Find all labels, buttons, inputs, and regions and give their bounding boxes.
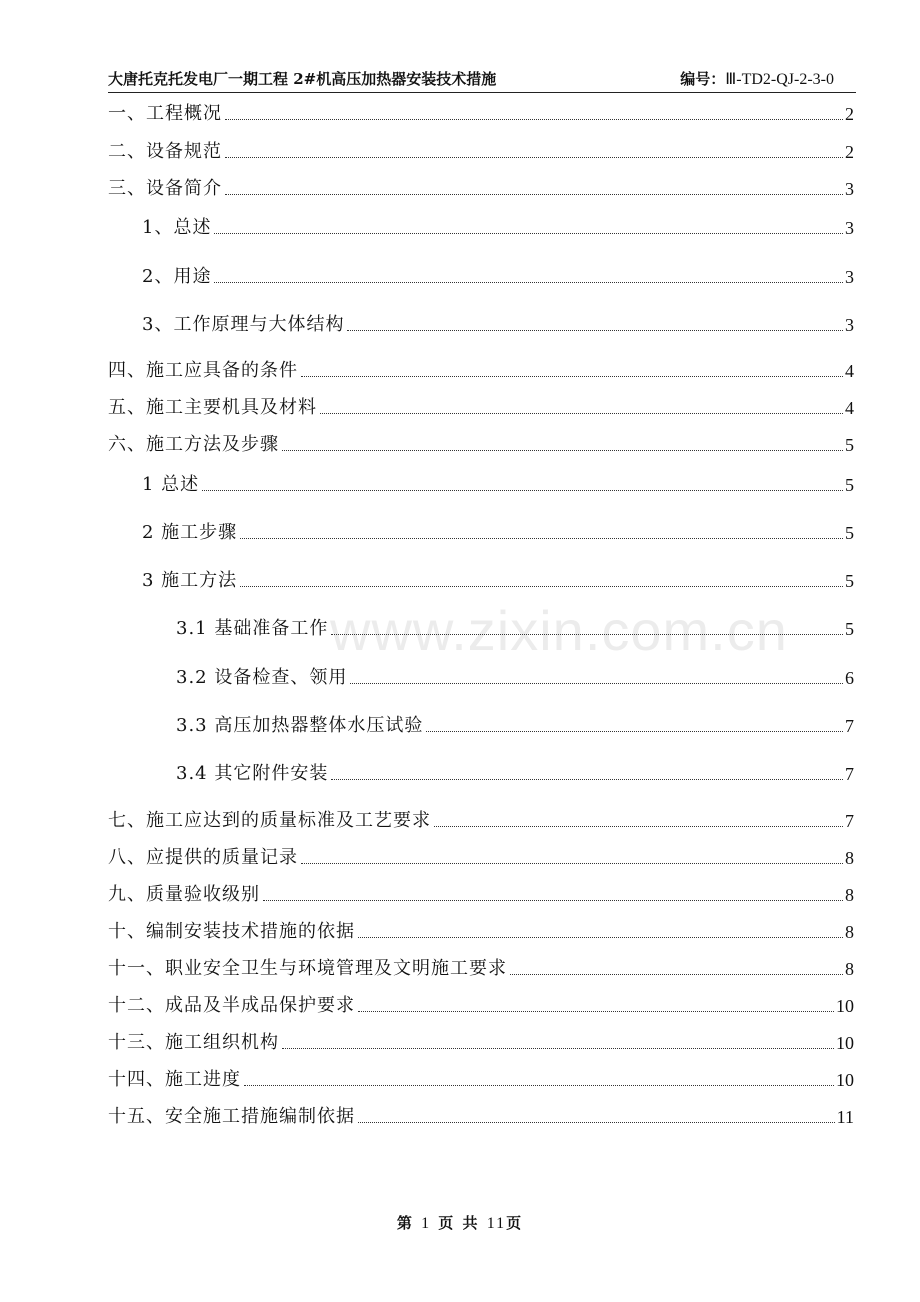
toc-entry-label: 五、施工主要机具及材料 — [108, 397, 317, 418]
toc-entry-page: 5 — [845, 435, 854, 455]
toc-entry-page: 2 — [845, 104, 854, 124]
toc-leader — [426, 731, 843, 732]
toc-entry-label: 3.1 基础准备工作 — [176, 618, 329, 639]
footer-suffix: 页 — [506, 1214, 524, 1232]
toc-entry-page: 4 — [845, 398, 854, 418]
toc-entry-label: 六、施工方法及步骤 — [108, 434, 279, 455]
toc-entry-label: 十三、施工组织机构 — [108, 1032, 279, 1053]
toc-entry[interactable] — [142, 473, 854, 497]
toc-entry-label: 三、设备简介 — [108, 178, 222, 199]
toc-entry[interactable] — [108, 102, 854, 126]
toc-entry-label: 1 总述 — [142, 474, 200, 495]
toc-leader — [214, 282, 843, 283]
toc-entry-page: 5 — [845, 523, 854, 543]
toc-leader — [331, 779, 843, 780]
toc-entry[interactable] — [108, 140, 854, 164]
toc-leader — [240, 586, 843, 587]
toc-entry[interactable] — [108, 920, 854, 944]
toc-entry-label: 2 施工步骤 — [142, 522, 238, 543]
toc-leader — [282, 1048, 834, 1049]
toc-entry[interactable] — [142, 521, 854, 545]
toc-entry-page: 3 — [845, 218, 854, 238]
toc-entry-label: 3.4 其它附件安装 — [176, 763, 329, 784]
toc-entry-page: 10 — [836, 1033, 854, 1053]
footer-middle: 页 共 — [438, 1214, 480, 1232]
toc-entry-page: 3 — [845, 315, 854, 335]
toc-entry[interactable] — [108, 883, 854, 907]
toc-entry[interactable] — [108, 809, 854, 833]
toc-leader — [202, 490, 843, 491]
toc-entry-label: 3 施工方法 — [142, 570, 238, 591]
toc-leader — [240, 538, 843, 539]
toc-entry[interactable] — [108, 994, 854, 1018]
toc-entry-page: 3 — [845, 267, 854, 287]
watermark: www.zixin.com.cn — [330, 599, 788, 662]
toc-leader — [263, 900, 843, 901]
toc-entry-page: 7 — [845, 764, 854, 784]
toc-entry[interactable] — [108, 396, 854, 420]
toc-entry[interactable] — [142, 216, 854, 240]
toc-entry-page: 8 — [845, 922, 854, 942]
document-code-value: Ⅲ-TD2-QJ-2-3-0 — [725, 71, 834, 88]
toc-entry-page: 5 — [845, 571, 854, 591]
toc-entry-page: 10 — [836, 1070, 854, 1090]
toc-leader — [358, 937, 843, 938]
footer-current-page: 1 — [421, 1215, 432, 1232]
toc-entry[interactable] — [176, 617, 854, 641]
toc-leader — [225, 119, 843, 120]
document-title: 大唐托克托发电厂一期工程 2#机高压加热器安装技术措施 — [108, 70, 497, 88]
toc-leader — [320, 413, 843, 414]
toc-entry[interactable] — [108, 957, 854, 981]
toc-entry-label: 一、工程概况 — [108, 103, 222, 124]
toc-entry-page: 4 — [845, 361, 854, 381]
toc-entry[interactable] — [176, 666, 854, 690]
toc-entry-page: 11 — [836, 1107, 854, 1127]
toc-entry[interactable] — [176, 714, 854, 738]
toc-entry-page: 5 — [845, 619, 854, 639]
toc-entry-page: 8 — [845, 885, 854, 905]
toc-entry-page: 10 — [836, 996, 854, 1016]
toc-entry-page: 8 — [845, 959, 854, 979]
toc-entry-label: 3.3 高压加热器整体水压试验 — [176, 715, 424, 736]
document-code-label: 编号： — [680, 70, 726, 88]
toc-leader — [225, 157, 843, 158]
toc-entry[interactable] — [142, 265, 854, 289]
toc-entry-label: 十二、成品及半成品保护要求 — [108, 995, 355, 1016]
toc-entry-label: 八、应提供的质量记录 — [108, 847, 298, 868]
toc-entry-page: 6 — [845, 668, 854, 688]
toc-leader — [301, 863, 843, 864]
toc-leader — [434, 826, 843, 827]
toc-entry-label: 2、用途 — [142, 266, 212, 287]
document-code — [680, 68, 834, 89]
toc-entry[interactable] — [108, 846, 854, 870]
toc-leader — [225, 194, 843, 195]
toc-leader — [331, 634, 843, 635]
toc-entry[interactable] — [142, 569, 854, 593]
toc-entry-page: 2 — [845, 142, 854, 162]
toc-entry-page: 7 — [845, 811, 854, 831]
page-header — [108, 66, 856, 93]
toc-entry[interactable] — [108, 1105, 854, 1129]
toc-leader — [347, 330, 843, 331]
toc-entry-page: 8 — [845, 848, 854, 868]
toc-entry[interactable] — [142, 313, 854, 337]
toc-entry-label: 七、施工应达到的质量标准及工艺要求 — [108, 810, 431, 831]
toc-entry-label: 十、编制安装技术措施的依据 — [108, 921, 355, 942]
toc-entry-label: 3.2 设备检查、领用 — [176, 667, 348, 688]
toc-entry[interactable] — [108, 1068, 854, 1092]
toc-entry[interactable] — [108, 433, 854, 457]
toc-entry-page: 3 — [845, 179, 854, 199]
toc-entry-label: 二、设备规范 — [108, 141, 222, 162]
toc-entry-label: 四、施工应具备的条件 — [108, 360, 298, 381]
toc-entry-label: 1、总述 — [142, 217, 212, 238]
toc-leader — [244, 1085, 834, 1086]
toc-entry-label: 十五、安全施工措施编制依据 — [108, 1106, 355, 1127]
toc-entry-label: 十四、施工进度 — [108, 1069, 241, 1090]
footer-total-pages: 11 — [486, 1215, 507, 1232]
page-footer — [0, 1212, 920, 1233]
toc-entry[interactable] — [176, 762, 854, 786]
toc-entry-label: 十一、职业安全卫生与环境管理及文明施工要求 — [108, 958, 507, 979]
toc-entry[interactable] — [108, 177, 854, 201]
toc-leader — [282, 450, 843, 451]
toc-entry-page: 5 — [845, 475, 854, 495]
toc-leader — [350, 683, 843, 684]
footer-prefix: 第 — [396, 1214, 414, 1232]
toc-entry[interactable] — [108, 1031, 854, 1055]
toc-entry-page: 7 — [845, 716, 854, 736]
toc-leader — [358, 1122, 835, 1123]
toc-entry-label: 3、工作原理与大体结构 — [142, 314, 345, 335]
toc-leader — [510, 974, 843, 975]
toc-leader — [214, 233, 843, 234]
toc-entry-label: 九、质量验收级别 — [108, 884, 260, 905]
toc-leader — [301, 376, 843, 377]
toc-leader — [358, 1011, 834, 1012]
toc-entry[interactable] — [108, 359, 854, 383]
